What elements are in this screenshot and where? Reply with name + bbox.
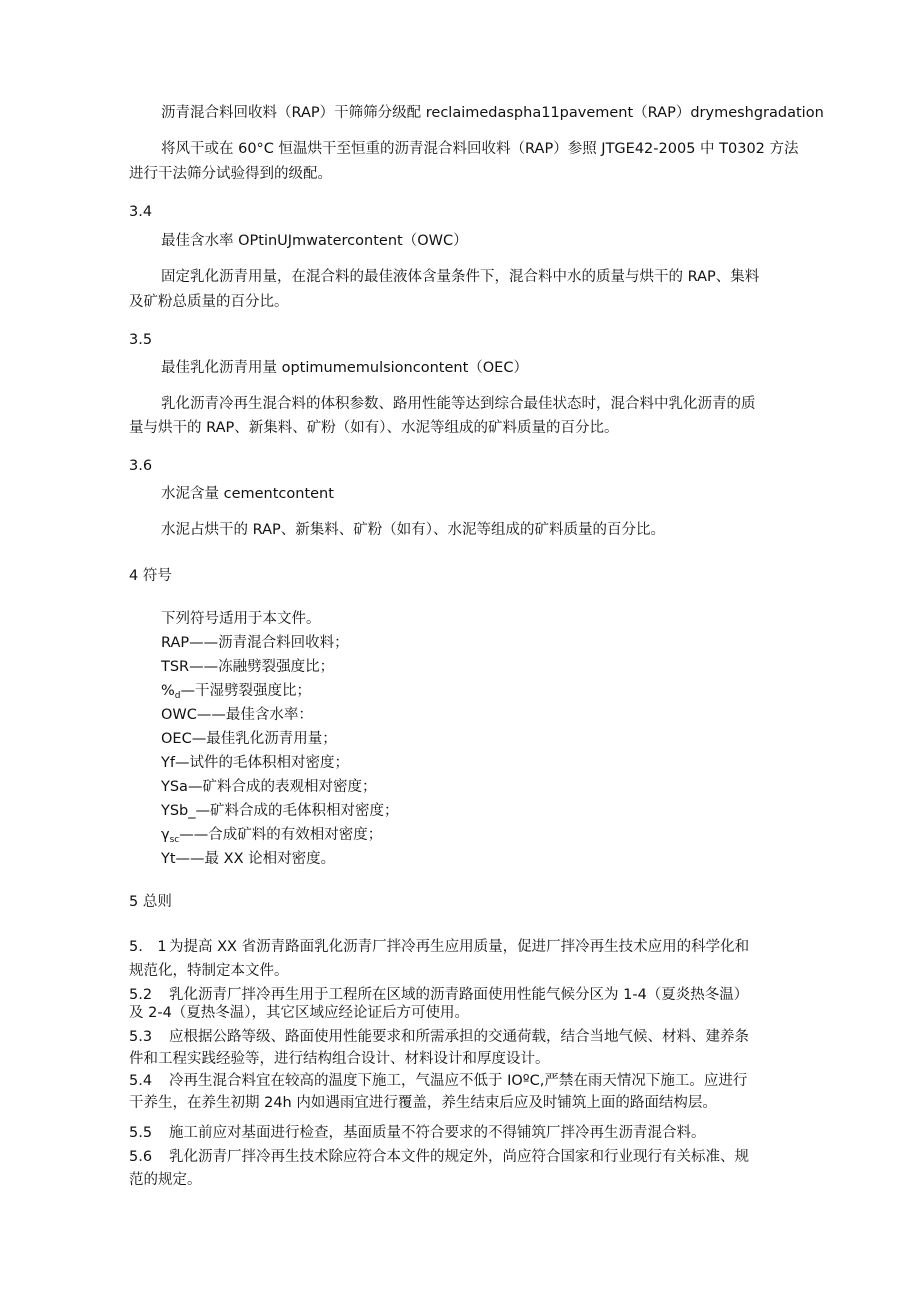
symbol-item: YSb_—矿料合成的毛体积相对密度； — [161, 803, 399, 819]
section-heading: 5 总则 — [129, 894, 172, 910]
term-rap-dry-gradation: 沥青混合料回收料（RAP）干筛筛分级配 reclaimedaspha11pavement（RAP）drymeshgradation — [161, 105, 824, 121]
clause-text: 范的规定。 — [129, 1172, 202, 1188]
symbol-item: TSR——冻融劈裂强度比； — [161, 659, 335, 675]
clause-number: 5.4 — [129, 1073, 153, 1089]
symbol-glyph: γ — [161, 827, 170, 843]
symbol-subscript: d — [174, 691, 181, 701]
symbol-item: OEC—最佳乳化沥青用量； — [161, 731, 337, 747]
clause-number: 5. 1 — [129, 939, 167, 955]
clause-text: 件和工程实践经验等，进行结构组合设计、材料设计和厚度设计。 — [129, 1051, 550, 1067]
symbol-item — [161, 682, 311, 705]
definition-line: 及矿粉总质量的百分比。 — [129, 294, 289, 310]
clause-text: 干养生，在养生初期 24h 内如遇雨宜进行覆盖，养生结束后应及时铺筑上面的路面结构层。 — [129, 1095, 717, 1111]
symbol-description: ——合成矿料的有效相对密度； — [179, 827, 383, 843]
clause-text: 乳化沥青厂拌冷再生技术除应符合本文件的规定外，尚应符合国家和行业现行有关标准、规 — [169, 1149, 749, 1165]
clause-number: 3.5 — [129, 332, 153, 348]
clause-text: 施工前应对基面进行检查，基面质量不符合要求的不得铺筑厂拌冷再生沥青混合料。 — [169, 1125, 706, 1141]
clause-number: 5.5 — [129, 1125, 153, 1141]
symbol-item — [161, 826, 382, 849]
definition-line: 水泥占烘干的 RAP、新集料、矿粉（如有）、水泥等组成的矿料质量的百分比。 — [161, 522, 666, 538]
clause-number: 5.2 — [129, 987, 153, 1003]
symbols-intro: 下列符号适用于本文件。 — [161, 611, 321, 627]
term-owc: 最佳含水率 OPtinUJmwatercontent（OWC） — [161, 233, 468, 249]
clause-text: 为提高 XX 省沥青路面乳化沥青厂拌冷再生应用质量，促进厂拌冷再生技术应用的科学化和 — [169, 939, 750, 955]
clause-text: 冷再生混合料宜在较高的温度下施工，气温应不低于 IOºC,严禁在雨天情况下施工。应进行 — [169, 1073, 748, 1089]
symbol-item: YSa—矿料合成的表观相对密度； — [161, 779, 377, 795]
clause-number: 3.4 — [129, 204, 153, 220]
clause-number: 5.3 — [129, 1029, 153, 1045]
symbol-item: Yf—试件的毛体积相对密度； — [161, 755, 349, 771]
clause-text: 及 2-4（夏热冬温），其它区域应经论证后方可使用。 — [129, 1005, 470, 1021]
symbol-item: OWC——最佳含水率： — [161, 707, 313, 723]
definition-line: 进行干法筛分试验得到的级配。 — [129, 166, 332, 182]
clause-number: 5.6 — [129, 1149, 153, 1165]
clause-text: 乳化沥青厂拌冷再生用于工程所在区域的沥青路面使用性能气候分区为 1-4（夏炎热冬温） — [169, 987, 749, 1003]
definition-line: 量与烘干的 RAP、新集料、矿粉（如有）、水泥等组成的矿料质量的百分比。 — [129, 420, 619, 436]
clause-text: 规范化，特制定本文件。 — [129, 963, 289, 979]
term-oec: 最佳乳化沥青用量 optimumemulsioncontent（OEC） — [161, 360, 528, 376]
symbol-subscript: sc — [169, 835, 180, 845]
symbol-item: RAP——沥青混合料回收料； — [161, 635, 349, 651]
clause-number: 3.6 — [129, 458, 153, 474]
symbol-glyph: % — [161, 683, 175, 699]
section-heading: 4 符号 — [129, 568, 172, 584]
definition-line: 乳化沥青冷再生混合料的体积参数、路用性能等达到综合最佳状态时，混合料中乳化沥青的质 — [161, 396, 756, 412]
symbol-item: Yt——最 XX 论相对密度。 — [161, 851, 336, 867]
clause-text: 应根据公路等级、路面使用性能要求和所需承担的交通荷载，结合当地气候、材料、建养条 — [169, 1029, 749, 1045]
symbol-description: —干湿劈裂强度比； — [180, 683, 311, 699]
definition-line: 固定乳化沥青用量，在混合料的最佳液体含量条件下，混合料中水的质量与烘干的 RAP、集料 — [161, 269, 760, 285]
definition-line: 将风干或在 60°C 恒温烘干至恒重的沥青混合料回收料（RAP）参照 JTGE42-2005 中 T0302 方法 — [161, 141, 799, 157]
term-cement-content: 水泥含量 cementcontent — [161, 486, 334, 502]
